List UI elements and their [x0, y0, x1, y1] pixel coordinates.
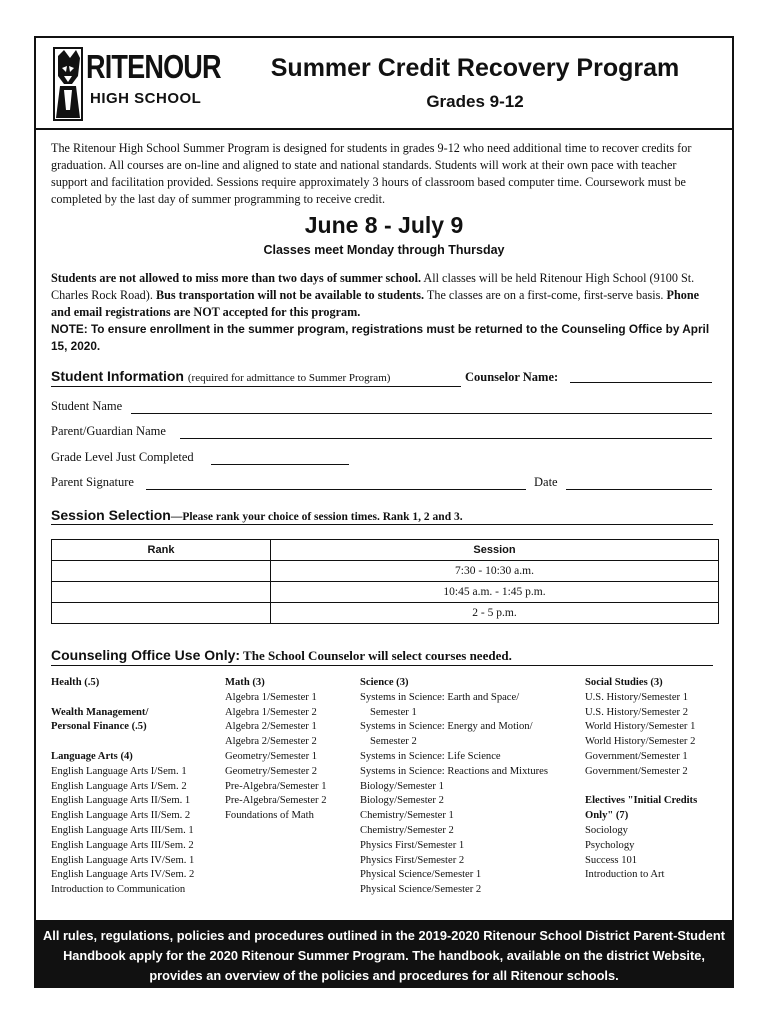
grade-level-label: Grade Level Just Completed [51, 450, 194, 464]
rule-first-come: The classes are on a first-come, first-serve basis. [424, 288, 667, 302]
course-group-heading: Electives "Initial Credits [585, 795, 698, 807]
rule-attendance: Students are not allowed to miss more than two days of summer school. [51, 271, 422, 285]
course-item: Systems in Science: Energy and Motion/ [360, 721, 533, 733]
class-days: Classes meet Monday through Thursday [263, 243, 505, 257]
course-item: Foundations of Math [225, 810, 314, 822]
parent-signature-label: Parent Signature [51, 475, 134, 489]
footer-banner: All rules, regulations, policies and procedures outlined in the 2019-2020 Ritenour School District Parent-Student Handbook apply for the 2020 Ritenour Summer Program. The handbook, available on the district Website, provides an overview of the policies and procedures for all Ritenour schools. [36, 920, 732, 986]
course-item: Biology/Semester 2 [360, 795, 444, 807]
course-group-heading: Math (3) [225, 677, 265, 688]
course-item [51, 691, 221, 706]
course-item: English Language Arts I/Sem. 2 [51, 780, 187, 792]
course-item: English Language Arts III/Sem. 1 [51, 824, 194, 836]
course-item: Systems in Science: Life Science [360, 750, 501, 762]
grades-subtitle: Grades 9-12 [426, 92, 524, 111]
course-item: Sociology [585, 824, 628, 836]
session-title: Session Selection [51, 507, 171, 523]
course-item: English Language Arts IV/Sem. 2 [51, 869, 195, 881]
course-item: Physics First/Semester 1 [360, 839, 465, 851]
rule-registration: Phone and email registrations are NOT accepted for this program. [51, 288, 700, 319]
student-info-heading [51, 368, 390, 384]
session-sub: —Please rank your choice of session times. Rank 1, 2 and 3. [170, 511, 463, 523]
course-item: Introduction to Art [585, 869, 665, 881]
course-item: Chemistry/Semester 2 [360, 824, 454, 836]
course-item: English Language Arts III/Sem. 2 [51, 839, 194, 851]
student-info-title: Student Information [51, 368, 184, 384]
course-group-heading: Only" (7) [585, 810, 629, 822]
course-item: English Language Arts I/Sem. 1 [51, 765, 187, 777]
header-divider [36, 128, 732, 130]
course-item: English Language Arts II/Sem. 2 [51, 810, 191, 822]
rule-transport: Bus transportation will not be available to students. [155, 288, 425, 302]
husky-mascot-icon [48, 46, 88, 122]
course-item: World History/Semester 2 [585, 736, 696, 748]
parent-name-field[interactable] [180, 426, 712, 439]
program-dates: June 8 - July 9 [304, 212, 464, 238]
course-item: Algebra 2/Semester 2 [225, 736, 317, 748]
rank-input-1[interactable] [52, 561, 271, 582]
date-field[interactable] [566, 477, 712, 490]
course-item: Success 101 [585, 854, 638, 866]
course-item: Biology/Semester 1 [360, 780, 444, 792]
course-group-heading: Language Arts (4) [51, 750, 133, 762]
session-rule [51, 524, 713, 525]
course-item: World History/Semester 1 [585, 721, 696, 733]
parent-name-label: Parent/Guardian Name [51, 424, 166, 438]
course-item: Pre-Algebra/Semester 1 [225, 780, 327, 792]
session-column-header: Session [271, 540, 719, 561]
course-group-heading: Science (3) [360, 677, 409, 688]
course-group-heading: Health (.5) [51, 677, 100, 688]
session-time-1: 7:30 - 10:30 a.m. [271, 561, 719, 582]
course-group-heading: Wealth Management/ [51, 706, 149, 718]
counseling-sub: The School Counselor will select courses needed. [240, 648, 512, 663]
course-column-science [360, 676, 580, 898]
course-column-social-electives [585, 676, 715, 883]
course-item: Algebra 1/Semester 2 [225, 706, 317, 718]
course-item: U.S. History/Semester 2 [585, 706, 688, 718]
course-item: Geometry/Semester 2 [225, 765, 318, 777]
student-name-field[interactable] [131, 401, 712, 414]
date-label: Date [534, 475, 558, 489]
course-item: Systems in Science: Earth and Space/ [360, 691, 520, 703]
course-item: Physical Science/Semester 1 [360, 869, 482, 881]
session-time-2: 10:45 a.m. - 1:45 p.m. [271, 582, 719, 603]
course-item [585, 780, 715, 795]
parent-signature-field[interactable] [146, 477, 526, 490]
course-item: Pre-Algebra/Semester 2 [225, 795, 327, 807]
course-item: Physics First/Semester 2 [360, 854, 465, 866]
counseling-rule [51, 665, 713, 666]
rules-paragraph [51, 270, 716, 321]
student-info-sub: (required for admittance to Summer Program) [187, 372, 391, 384]
school-subtitle: HIGH SCHOOL [90, 90, 202, 107]
course-item: Systems in Science: Reactions and Mixtures [360, 765, 549, 777]
course-item: English Language Arts II/Sem. 1 [51, 795, 191, 807]
course-item: English Language Arts IV/Sem. 1 [51, 854, 195, 866]
course-group-heading: Personal Finance (.5) [51, 721, 147, 733]
course-item: Algebra 1/Semester 1 [225, 691, 317, 703]
course-item: Government/Semester 1 [585, 750, 688, 762]
school-logo [48, 46, 221, 122]
table-row [52, 561, 719, 582]
school-name: RITENOUR [86, 48, 221, 85]
course-column-math [225, 676, 355, 824]
grade-level-field[interactable] [211, 452, 349, 465]
table-row [52, 582, 719, 603]
course-item: Chemistry/Semester 1 [360, 810, 454, 822]
course-item: Algebra 2/Semester 1 [225, 721, 317, 733]
course-group-heading: Social Studies (3) [585, 677, 663, 688]
rank-input-2[interactable] [52, 582, 271, 603]
rule-location: All classes will be held Ritenour High School (9100 St. Charles Rock Road). [51, 271, 695, 302]
counselor-label: Counselor Name: [465, 370, 559, 384]
student-name-label: Student Name [51, 399, 123, 413]
course-item: Semester 2 [370, 736, 417, 748]
page-title: Summer Credit Recovery Program [270, 54, 680, 82]
course-item: U.S. History/Semester 1 [585, 691, 688, 703]
session-heading [51, 507, 463, 523]
counselor-field[interactable] [570, 370, 712, 383]
session-table [51, 539, 719, 624]
course-item: Introduction to Communication [51, 884, 186, 896]
rank-column-header: Rank [52, 540, 271, 561]
counseling-title: Counseling Office Use Only: [51, 647, 241, 663]
table-row [52, 603, 719, 624]
course-item: Psychology [585, 839, 635, 851]
table-header-row [52, 540, 719, 561]
student-info-rule [51, 386, 461, 387]
course-item: Semester 1 [370, 706, 417, 718]
course-item: Geometry/Semester 1 [225, 750, 318, 762]
counseling-heading [51, 647, 512, 664]
session-time-3: 2 - 5 p.m. [271, 603, 719, 624]
course-item [51, 735, 221, 750]
enrollment-note: NOTE: To ensure enrollment in the summer program, registrations must be returned to the Counseling Office by April 15, 2020. [51, 322, 710, 353]
course-item: Physical Science/Semester 2 [360, 884, 482, 896]
rank-input-3[interactable] [52, 603, 271, 624]
course-column-health-ela [51, 676, 221, 898]
intro-paragraph: The Ritenour High School Summer Program is designed for students in grades 9-12 who need additional time to recover credits for graduation. All courses are on-line and aligned to state and national standards. Students will work at their own pace with teacher support and facilitation provided. Sessions require approximately 3 hours of classroom based computer time. Coursework must be completed by the last day of summer programming to receive credit. [51, 141, 692, 206]
course-item: Government/Semester 2 [585, 765, 688, 777]
